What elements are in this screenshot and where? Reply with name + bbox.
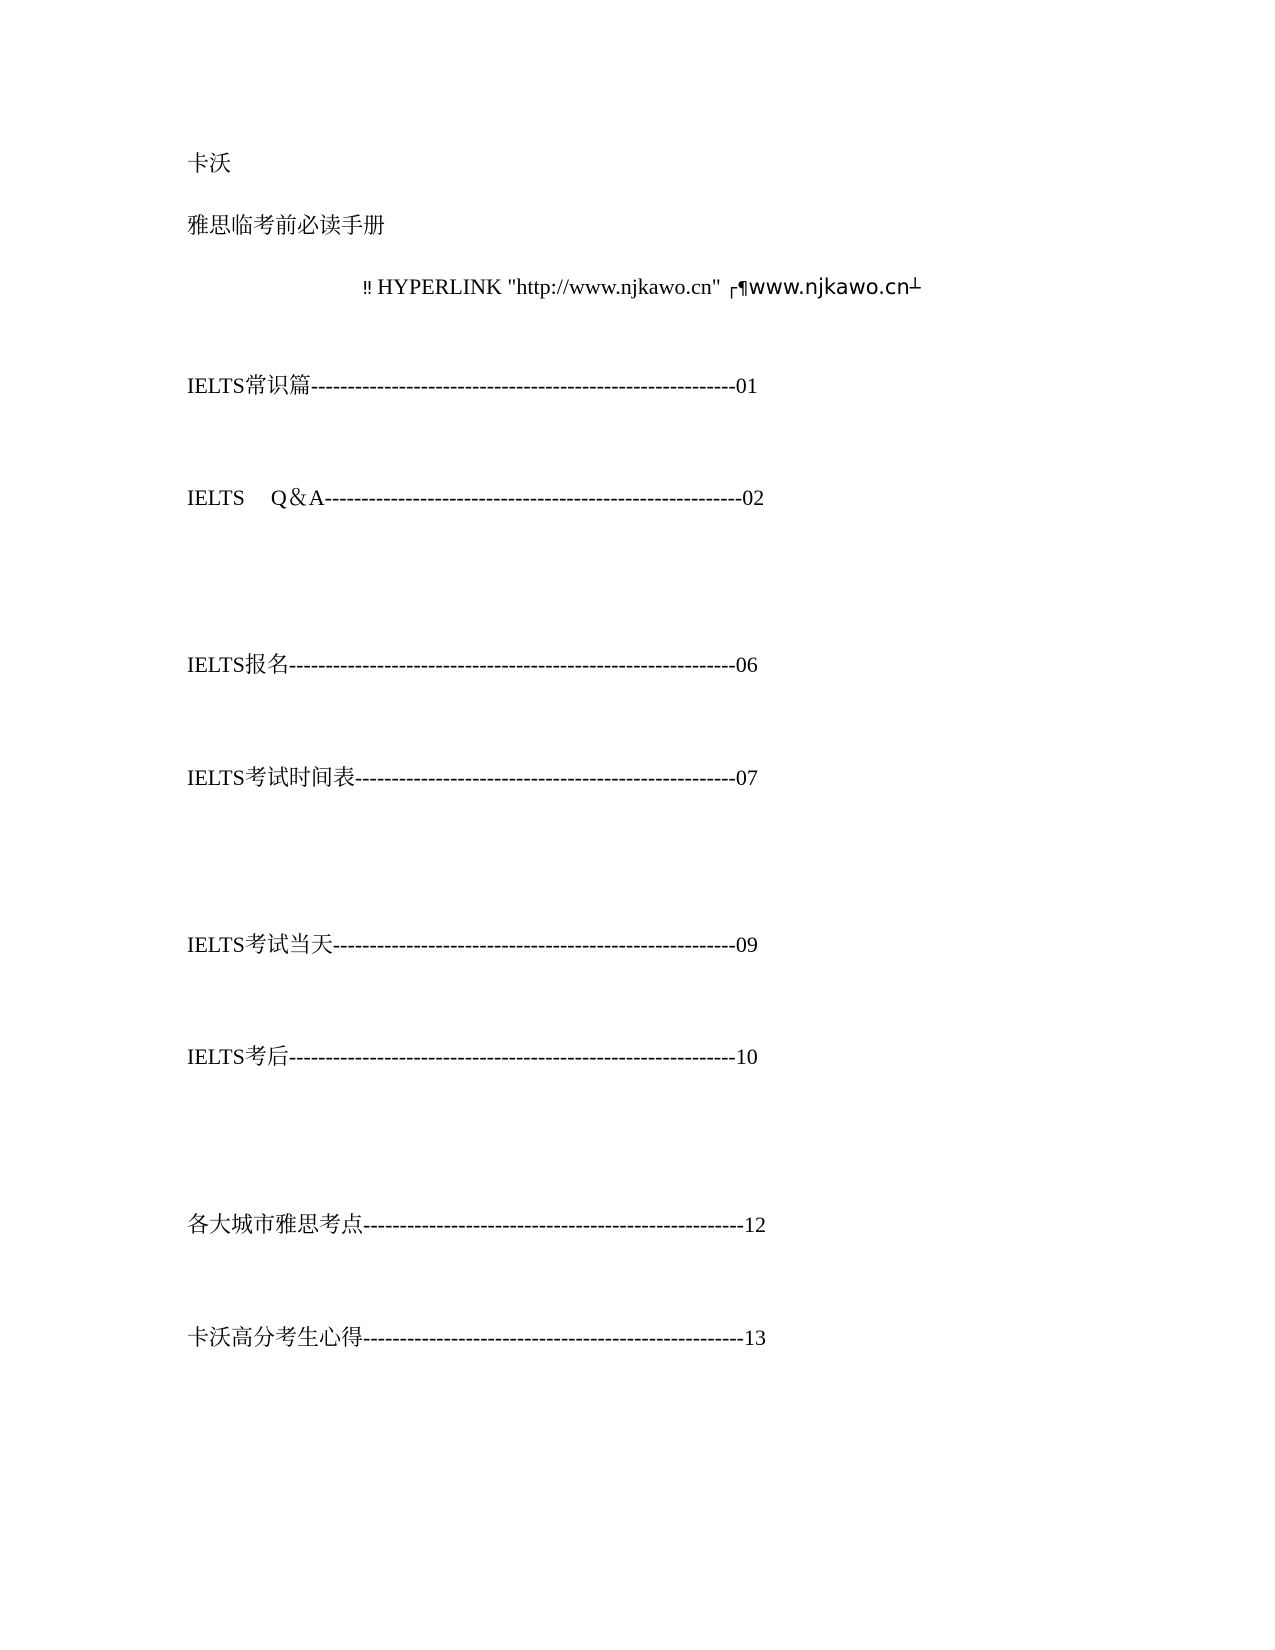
- hyperlink-url-text[interactable]: www.njkawo.cn: [748, 275, 910, 299]
- toc-entry-label: Q＆A: [270, 485, 325, 510]
- toc-entry-city-test-centers[interactable]: [187, 1211, 766, 1239]
- field-close-mark: ┴: [909, 278, 921, 299]
- toc-entry-ielts-after-exam[interactable]: [187, 1043, 758, 1071]
- toc-entry-label: IELTS报名: [187, 652, 289, 677]
- field-code-text: HYPERLINK "http://www.njkawo.cn": [377, 274, 721, 299]
- toc-entry-label: IELTS常识篇: [187, 373, 311, 398]
- toc-entry-leader: ----------------------------------------------------: [354, 765, 736, 790]
- toc-entry-high-score-tips[interactable]: [187, 1324, 766, 1352]
- field-open-mark: ‼: [363, 278, 372, 299]
- toc-entry-leader: -------------------------------------------------------------: [288, 652, 736, 677]
- toc-entry-ielts-exam-day[interactable]: [187, 931, 758, 959]
- toc-entry-ielts-schedule[interactable]: [187, 764, 758, 792]
- toc-entry-page: 13: [743, 1325, 766, 1350]
- hyperlink-field[interactable]: [363, 273, 921, 303]
- toc-entry-page: 09: [735, 932, 758, 957]
- toc-entry-leader: ----------------------------------------------------: [363, 1212, 744, 1237]
- toc-entry-page: 07: [735, 765, 758, 790]
- toc-entry-page: 01: [735, 373, 758, 398]
- toc-entry-leader: ----------------------------------------------------------: [310, 373, 736, 398]
- toc-entry-page: 12: [743, 1212, 766, 1237]
- toc-entry-page: 10: [735, 1044, 758, 1069]
- toc-entry-ielts-registration[interactable]: [187, 651, 758, 679]
- toc-entry-ielts-qa[interactable]: [187, 484, 764, 512]
- field-separator-mark: ┌¶: [726, 278, 749, 299]
- toc-entry-label: IELTS考试时间表: [187, 765, 355, 790]
- toc-entry-label: 各大城市雅思考点: [187, 1212, 364, 1237]
- toc-entry-leader: ----------------------------------------------------: [363, 1325, 744, 1350]
- toc-entry-label: IELTS考试当天: [187, 932, 333, 957]
- toc-entry-leader: -------------------------------------------------------------: [288, 1044, 736, 1069]
- toc-entry-label: 卡沃高分考生心得: [187, 1325, 364, 1350]
- toc-entry-ielts-basics[interactable]: [187, 372, 758, 400]
- document-title: 雅思临考前必读手册: [187, 213, 386, 238]
- toc-entry-page: 06: [735, 652, 758, 677]
- toc-entry-leader: -------------------------------------------------------: [332, 932, 736, 957]
- toc-entry-label: IELTS: [187, 485, 245, 510]
- toc-entry-label: IELTS考后: [187, 1044, 289, 1069]
- toc-entry-page: 02: [742, 485, 765, 510]
- brand-name: 卡沃: [187, 151, 232, 176]
- toc-entry-leader: ---------------------------------------------------------: [324, 485, 743, 510]
